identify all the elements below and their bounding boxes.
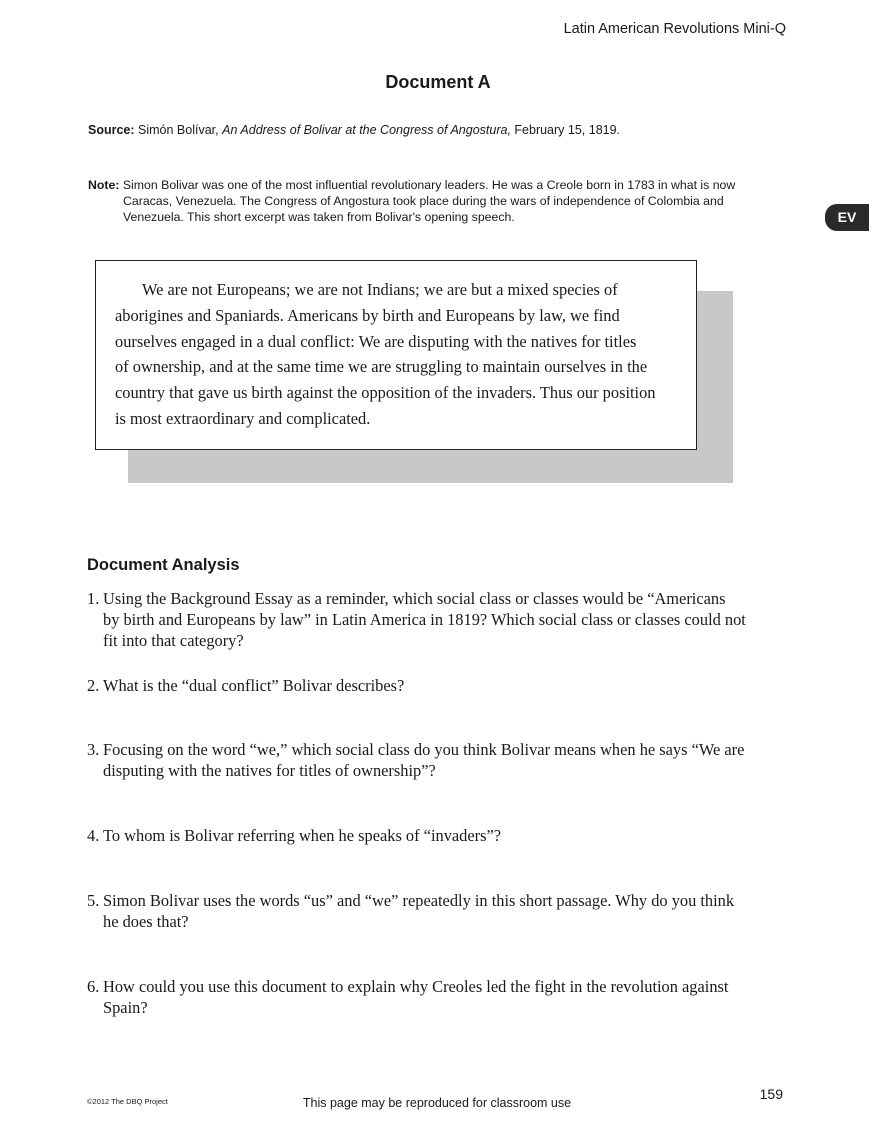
source-work: An Address of Bolivar at the Congress of Angostura, bbox=[222, 123, 511, 137]
quote-box bbox=[95, 260, 697, 450]
quote-line: country that gave us birth against the opposition of the invaders. Thus our position bbox=[115, 383, 656, 403]
note-line: Note: Simon Bolivar was one of the most influential revolutionary leaders. He was a Creole born in 1783 in what is now bbox=[88, 178, 736, 192]
note-line: Caracas, Venezuela. The Congress of Angostura took place during the wars of independence of Colombia and bbox=[123, 194, 724, 208]
note-label: Note: bbox=[88, 178, 120, 192]
footer-notice: This page may be reproduced for classroom use bbox=[302, 1096, 572, 1110]
source-author: Simón Bolívar, bbox=[138, 123, 219, 137]
question-line: Using the Background Essay as a reminder, which social class or classes would be “Americans bbox=[103, 589, 726, 608]
question-line: disputing with the natives for titles of ownership”? bbox=[103, 761, 436, 780]
footer-copyright: ©2012 The DBQ Project bbox=[87, 1097, 168, 1106]
quote-line: of ownership, and at the same time we are struggling to maintain ourselves in the bbox=[115, 357, 648, 377]
question-1 bbox=[87, 588, 792, 651]
question-2 bbox=[87, 675, 792, 696]
note-block bbox=[88, 177, 788, 225]
source-label: Source: bbox=[88, 123, 135, 137]
question-number: 4. bbox=[87, 826, 100, 845]
question-number: 6. bbox=[87, 977, 100, 996]
question-number: 2. bbox=[87, 676, 100, 695]
question-3 bbox=[87, 739, 792, 781]
question-number: 3. bbox=[87, 740, 100, 759]
question-line: Spain? bbox=[103, 998, 148, 1017]
document-title: Document A bbox=[385, 72, 491, 92]
question-line: fit into that category? bbox=[103, 631, 244, 650]
question-line: How could you use this document to explain why Creoles led the fight in the revolution against bbox=[103, 977, 729, 996]
question-number: 5. bbox=[87, 891, 100, 910]
question-line: he does that? bbox=[103, 912, 189, 931]
ev-side-tab: EV bbox=[825, 204, 869, 231]
running-header: Latin American Revolutions Mini-Q bbox=[563, 21, 786, 37]
page-number: 159 bbox=[759, 1086, 783, 1102]
question-number: 1. bbox=[87, 589, 100, 608]
quote-line: We are not Europeans; we are not Indians; we are but a mixed species of bbox=[142, 280, 618, 299]
question-line: What is the “dual conflict” Bolivar describes? bbox=[103, 676, 405, 695]
question-5 bbox=[87, 890, 792, 932]
question-6 bbox=[87, 976, 792, 1018]
quote-line: aborigines and Spaniards. Americans by birth and Europeans by law, we find bbox=[115, 305, 620, 325]
source-line bbox=[88, 123, 620, 137]
note-line: Venezuela. This short excerpt was taken from Bolivar's opening speech. bbox=[123, 210, 515, 224]
analysis-heading: Document Analysis bbox=[87, 556, 240, 574]
question-line: To whom is Bolivar referring when he speaks of “invaders”? bbox=[103, 826, 502, 845]
question-line: by birth and Europeans by law” in Latin America in 1819? Which social class or classes could not bbox=[103, 610, 746, 629]
question-line: Focusing on the word “we,” which social class do you think Bolivar means when he says “We are bbox=[103, 740, 745, 759]
question-4 bbox=[87, 825, 792, 846]
source-date: February 15, 1819. bbox=[514, 123, 621, 137]
question-line: Simon Bolivar uses the words “us” and “we” repeatedly in this short passage. Why do you think bbox=[103, 891, 735, 910]
quote-line: is most extraordinary and complicated. bbox=[115, 408, 371, 428]
quote-line: ourselves engaged in a dual conflict: We are disputing with the natives for titles bbox=[115, 331, 637, 351]
